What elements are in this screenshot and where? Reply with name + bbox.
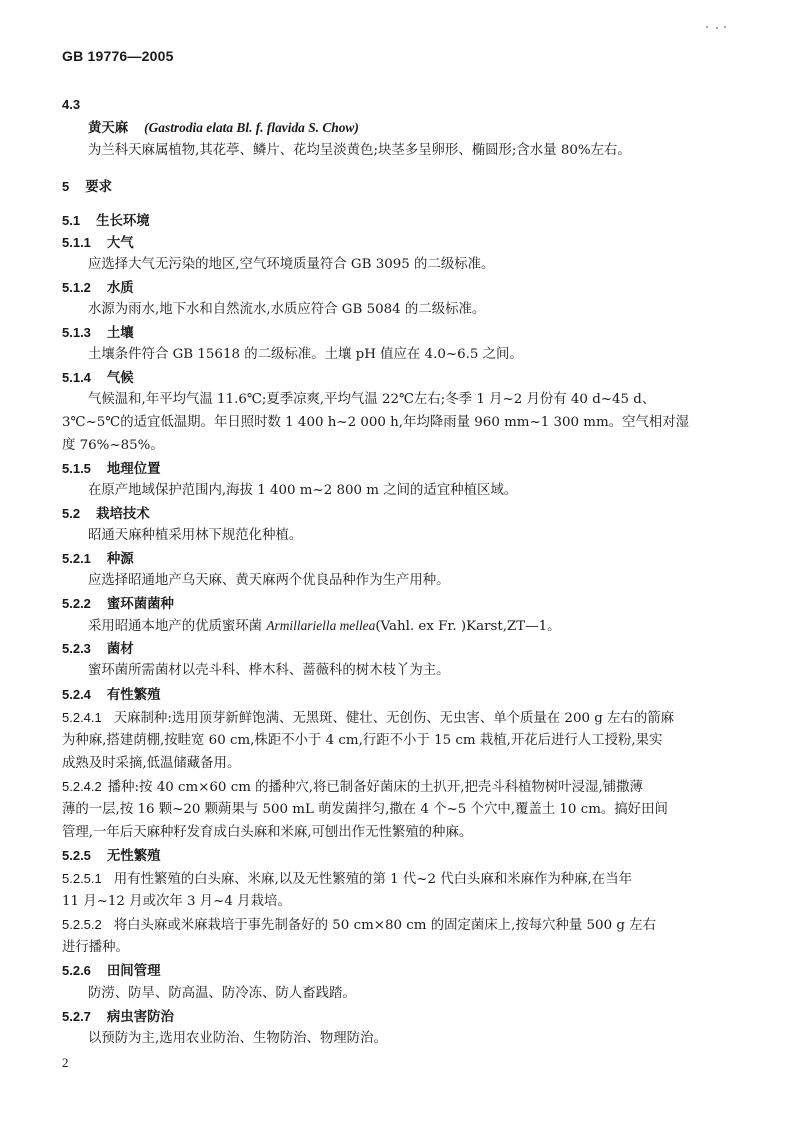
clause-number: 5.2.5.1 — [62, 871, 102, 886]
section-heading — [62, 962, 160, 980]
section-heading — [62, 178, 112, 196]
section-number: 5.2.3 — [62, 641, 91, 656]
standard-number-header: GB 19776—2005 — [62, 48, 174, 64]
section-number: 4.3 — [62, 97, 81, 112]
section-number: 5.1.1 — [62, 235, 91, 250]
section-title: 病虫害防治 — [106, 1010, 174, 1025]
section-heading — [62, 234, 134, 252]
clause-number: 5.2.4.2 — [62, 779, 102, 794]
paragraph-line: 11 月~12 月或次年 3 月~4 月栽培。 — [62, 894, 291, 909]
section-heading — [62, 550, 134, 568]
paragraph: 土壤条件符合 GB 15618 的二级标准。土壤 pH 值应在 4.0~6.5 之间。 — [88, 347, 523, 362]
paragraph-line: 成熟及时采摘,低温储藏备用。 — [62, 756, 241, 771]
paragraph-text: 播种:按 40 cm×60 cm 的播种穴,将已制备好菌床的土扒开,把壳斗科植物树叶浸湿,铺撒薄 — [107, 780, 643, 795]
paragraph: 应选择昭通地产乌天麻、黄天麻两个优良品种作为生产用种。 — [88, 573, 450, 588]
section-heading — [62, 212, 150, 230]
section-number: 5.1 — [62, 213, 81, 228]
paragraph-line: 薄的一层,按 16 颗~20 颗蒴果与 500 mL 萌发菌拌匀,撒在 4 个~5 个穴中,覆盖土 10 cm。搞好田间 — [62, 802, 668, 817]
section-heading — [62, 324, 134, 342]
paragraph-text: 天麻制种:选用顶芽新鲜饱满、无黑斑、健壮、无创伤、无虫害、单个质量在 200 g 左右的箭麻 — [113, 711, 675, 726]
section-heading — [62, 847, 160, 865]
section-title: 蜜环菌菌种 — [106, 597, 174, 612]
section-number: 5.2.1 — [62, 551, 91, 566]
section-heading — [62, 505, 150, 523]
paragraph-text: 将白头麻或米麻栽培于事先制备好的 50 cm×80 cm 的固定菌床上,按每穴种量 500 g 左右 — [113, 918, 656, 933]
section-heading — [62, 1008, 174, 1026]
term-latin-name: (Gastrodia elata Bl. f. flavida S. Chow) — [144, 120, 359, 135]
section-heading — [62, 595, 174, 613]
section-number: 5.2.7 — [62, 1009, 91, 1024]
section-title: 水质 — [106, 281, 134, 296]
section-title: 大气 — [106, 236, 134, 251]
paragraph-line: 为种麻,搭建荫棚,按畦宽 60 cm,株距不小于 4 cm,行距不小于 15 cm 栽植,开花后进行人工授粉,果实 — [62, 733, 663, 748]
paragraph: 在原产地域保护范围内,海拔 1 400 m~2 800 m 之间的适宜种植区域。 — [88, 483, 518, 498]
section-title: 栽培技术 — [96, 507, 150, 522]
paragraph: 蜜环菌所需菌材以壳斗科、桦木科、蔷薇科的树木枝丫为主。 — [88, 663, 450, 678]
section-number: 5.2.2 — [62, 596, 91, 611]
section-title: 有性繁殖 — [106, 688, 161, 703]
term-name: 黄天麻 — [88, 121, 129, 136]
section-number: 5.1.5 — [62, 461, 91, 476]
species-latin-name: Armillariella mellea — [266, 618, 376, 633]
paragraph-line: 管理,一年后天麻种籽发育成白头麻和米麻,可刨出作无性繁殖的种麻。 — [62, 825, 473, 840]
section-title: 菌材 — [106, 642, 134, 657]
section-heading — [62, 640, 134, 658]
paragraph-line — [62, 778, 643, 796]
section-heading — [62, 369, 134, 387]
paragraph-text: (Vahl. ex Fr. )Karst,ZT—1。 — [375, 619, 561, 634]
scan-speck — [706, 26, 708, 28]
clause-number: 5.2.4.1 — [62, 710, 102, 725]
section-title: 土壤 — [106, 326, 134, 341]
section-number: 5.2.4 — [62, 687, 91, 702]
scan-speck — [716, 27, 718, 29]
term-definition: 为兰科天麻属植物,其花葶、鳞片、花均呈淡黄色;块茎多呈卵形、椭圆形;含水量 80%左右。 — [88, 143, 631, 158]
section-heading — [62, 279, 134, 297]
paragraph-line: 气候温和,年平均气温 11.6℃;夏季凉爽,平均气温 22℃左右;冬季 1 月~2 月份有 40 d~45 d、 — [88, 392, 656, 407]
section-number: 5.2 — [62, 506, 81, 521]
section-title: 生长环境 — [96, 214, 150, 229]
paragraph-text: 用有性繁殖的白头麻、米麻,以及无性繁殖的第 1 代~2 代白头麻和米麻作为种麻,在当年 — [113, 872, 632, 887]
section-number: 5.2.5 — [62, 848, 91, 863]
paragraph-text: 采用昭通本地产的优质蜜环菌 — [88, 619, 267, 634]
section-number: 5 — [62, 179, 70, 194]
paragraph-line: 3℃~5℃的适宜低温期。年日照时数 1 400 h~2 000 h,年均降雨量 960 mm~1 300 mm。空气相对湿 — [62, 415, 690, 430]
section-heading — [62, 686, 160, 704]
term-entry — [88, 119, 359, 137]
paragraph — [88, 617, 561, 635]
paragraph: 以预防为主,选用农业防治、生物防治、物理防治。 — [88, 1031, 387, 1046]
page-number: 2 — [62, 1055, 69, 1070]
paragraph: 应选择大气无污染的地区,空气环境质量符合 GB 3095 的二级标准。 — [88, 257, 495, 272]
clause-number: 5.2.5.2 — [62, 917, 102, 932]
paragraph-line: 进行播种。 — [62, 940, 129, 955]
section-number: 5.1.3 — [62, 325, 91, 340]
paragraph: 昭通天麻种植采用林下规范化种植。 — [88, 528, 303, 543]
section-number: 5.1.2 — [62, 280, 91, 295]
section-title: 田间管理 — [106, 964, 161, 979]
paragraph-line — [62, 916, 656, 934]
section-heading — [62, 460, 160, 478]
section-title: 地理位置 — [106, 462, 161, 477]
section-number: 5.1.4 — [62, 370, 91, 385]
section-title: 要求 — [85, 180, 113, 195]
section-title: 无性繁殖 — [106, 849, 161, 864]
paragraph-line — [62, 870, 632, 888]
paragraph: 水源为雨水,地下水和自然流水,水质应符合 GB 5084 的二级标准。 — [88, 302, 486, 317]
section-title: 种源 — [106, 552, 134, 567]
paragraph: 防涝、防旱、防高温、防冷冻、防人畜践踏。 — [88, 986, 356, 1001]
section-number: 5.2.6 — [62, 963, 91, 978]
paragraph-line — [62, 709, 674, 727]
paragraph-line: 度 76%~85%。 — [62, 438, 164, 453]
scan-speck — [724, 26, 726, 28]
section-title: 气候 — [106, 371, 134, 386]
